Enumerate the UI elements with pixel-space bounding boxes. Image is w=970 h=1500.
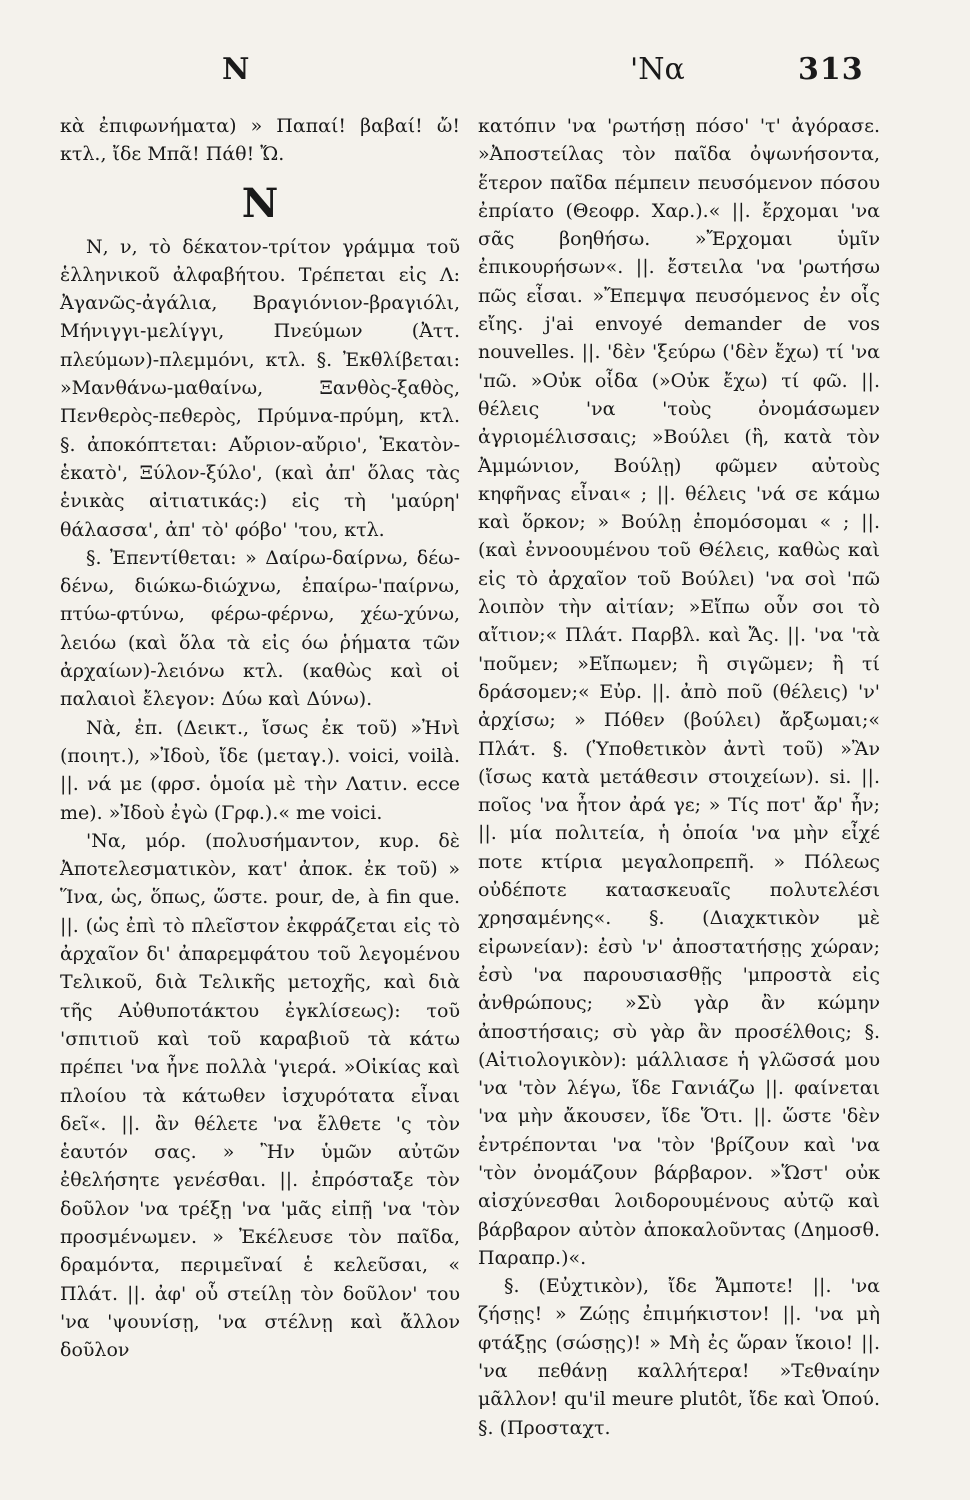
running-head-word: 'Να: [630, 52, 685, 87]
continued-entry: κὰ ἐπιφωνήματα) » Παπαί! βαβαί! ὤ! κτλ., ἴδε Μπᾶ! Πάθ! Ὤ.: [60, 115, 460, 166]
running-head-letter: N: [222, 52, 250, 87]
entry-paragraph: 'Να, μόρ. (πολυσήμαντον, κυρ. δὲ Ἀποτελεσματικὸν, κατ' ἀποκ. ἐκ τοῦ) » Ἵνα, ὡς, ὅπως, ὥστε. pour, de, à fin que. ||. (ὡς ἐπὶ τὸ πλεῖστον ἐκφράζεται εἰς τὸ ἀρχαῖον δι' ἀπαρεμφάτου τοῦ λεγομένου Τελικοῦ, διὰ Τελικῆς μετοχῆς, καὶ διὰ τῆς Αὐθυποτάκτου ἐγκλίσεως): τοῦ 'σπιτιοῦ καὶ τοῦ καραβιοῦ τὰ κάτω πρέπει 'να ἦνε πολλὰ 'γιερά. »Οἰκίας καὶ πλοίου τὰ κάτωθεν ἰσχυρότατα εἶναι δεῖ«. ||. ἂν θέλετε 'να ἔλθετε 'ς τὸν ἑαυτόν σας. » Ἢν ὑμῶν αὐτῶν ἐθελήσητε γενέσθαι. ||. ἐπρόσταξε τὸν δοῦλον 'να τρέξῃ 'να 'μᾶς εἰπῇ 'να 'τὸν προσμένωμεν. » Ἐκέλευσε τὸν παῖδα, δραμόντα, περιμεῖναί ἑ κελεῦσαι, « Πλάτ. ||. ἀφ' οὗ στείλῃ τὸν δοῦλον' του 'να 'ψουνίσῃ, 'να στέλνῃ καὶ ἄλλον δοῦλον: [60, 829, 460, 1362]
right-column: [478, 112, 880, 1442]
entry-paragraph: §. Ἐπεντίθεται: » Δαίρω-δαίρνω, δέω-δένω, διώκω-διώχνω, ἐπαίρω-'παίρνω, πτύω-φτύνω, φέρω-φέρνω, χέω-χύνω, λειόω (καὶ ὅλα τὰ εἰς όω ῥήματα τῶν ἀρχαίων)-λειόνω κτλ. (καθὼς καὶ οἱ παλαιοὶ ἔλεγον: Δύω καὶ Δύνω).: [60, 546, 460, 711]
entry-paragraph: §. (Εὐχτικὸν), ἴδε Ἄμποτε! ||. 'να ζήσῃς! » Ζώῃς ἐπιμήκιστον! ||. 'να μὴ φτάξῃς (σώσῃς)! » Μὴ ἐς ὥραν ἵκοιο! ||. 'να πεθάνῃ καλλήτερα! »Τεθναίην μᾶλλον! qu'il meure plutôt, ἴδε καὶ Ὁπού. §. (Προσταχτ.: [478, 1275, 880, 1439]
entry-paragraph: κατόπιν 'να 'ρωτήσῃ πόσο' 'τ' ἀγόρασε. »Ἀποστείλας τὸν παῖδα ὀψωνήσοντα, ἕτερον παῖδα πέμπειν πευσόμενον πόσου ἐπρίατο (Θεοφρ. Χαρ.).« ||. ἔρχομαι 'να σᾶς βοηθήσω. »Ἔρχομαι ὑμῖν ἐπικουρήσων«. ||. ἔστειλα 'να 'ρωτήσω πῶς εἶσαι. »Ἔπεμψα πευσόμενος ἐν οἷς εἴης. j'ai envoyé demander de vos nouvelles. ||. 'δὲν 'ξεύρω ('δὲν ἔχω) τί 'να 'πῶ. »Οὐκ οἶδα (»Οὐκ ἔχω) τί φῶ. ||. θέλεις 'να 'τοὺς ὀνομάσωμεν ἀγριομέλισσαις; »Βούλει (ἢ, κατὰ τὸν Ἀμμώνιον, Βούλῃ) φῶμεν αὐτοὺς κηφῆνας εἶναι« ; ||. θέλεις 'νά σε κάμω καὶ ὅρκον; » Βούλῃ ἐπομόσομαι « ; ||. (καὶ ἐννοουμένου τοῦ Θέλεις, καθὼς καὶ εἰς τὸ ἀρχαῖον τοῦ Βούλει) 'να σοὶ 'πῶ λοιπὸν τὴν αἰτίαν; »Εἴπω οὖν σοι τὸ αἴτιον;« Πλάτ. Παρβλ. καὶ Ἄς. ||. 'να 'τὰ 'πoῦμεν; »Εἴπωμεν; ἢ σιγῶμεν; ἢ τί δράσομεν;« Εὐρ. ||. ἀπὸ ποῦ (θέλεις) 'ν' ἀρχίσω; » Πόθεν (βούλει) ἄρξωμαι;« Πλάτ. §. (Ὑποθετικὸν ἀντὶ τοῦ) »Ἂν (ἴσως κατὰ μετάθεσιν στοιχείων). si. ||. ποῖος 'να ἦτον ἀρά γε; » Τίς ποτ' ἄρ' ἦν; ||. μία πολιτεία, ἡ ὁποία 'να μὴν εἶχέ ποτε κτίρια μεγαλοπρεπῆ. » Πόλεως οὐδέποτε κατασκευαῖς πολυτελέσι χρησαμένης«. §. (Διαχκτικὸν μὲ εἰρωνείαν): ἐσὺ 'ν' ἀποστατήσῃς χώραν; ἐσὺ 'να παρουσιασθῇς 'μπροστὰ εἰς ἀνθρώπους; »Σὺ γὰρ ἂν κώμην ἀποστήσαις; σὺ γὰρ ἂν προσέλθοις; §. (Αἰτιολογικὸν): μάλλιασε ἡ γλῶσσά μου 'να 'τὸν λέγω, ἴδε Γανιάζω ||. φαίνεται 'να μὴν ἄκουσεν, ἴδε Ὅτι. ||. ὥστε 'δὲν ἐντρέπονται 'να 'τὸν 'βρίζουν καὶ 'να 'τὸν ὀνομάζουν βάρβαρον. »Ὥστ' οὐκ αἰσχύνεσθαι λοιδορουμένους αὐτῷ καὶ βάρβαρον αὐτὸν ἀποκαλοῦντας (Δημοσθ. Παραπρ.)«.: [478, 115, 880, 1269]
left-column: [60, 112, 460, 1364]
page-number: 313: [798, 52, 864, 87]
page-header: [0, 52, 970, 98]
entry-paragraph: Ν, ν, τὸ δέκατον-τρίτον γράμμα τοῦ ἑλληνικοῦ ἀλφαβήτου. Τρέπεται εἰς Λ: Ἀγανῶς-ἀγάλια, Βραγιόνιον-βραγιόλι, Μήνιγγι-μελίγγι, Πνεύμων (Ἀττ. πλεύμων)-πλεμμόνι, κτλ. §. Ἐκθλίβεται: »Μανθάνω-μαθαίνω, Ξανθὸς-ξαθὸς, Πενθερὸς-πεθερὸς, Πρύμνα-πρύμη, κτλ. §. ἀποκόπτεται: Αὔριον-αὔριο', Ἑκατὸν-ἑκατὸ', Ξύλον-ξύλο', (καὶ ἀπ' ὅλας τὰς ἑνικὰς αἰτιατικάς:) εἰς τὴ 'μαύρη' θάλασσα', ἀπ' τὸ' φόβο' 'του, κτλ.: [60, 235, 460, 541]
entry-paragraph: Νὰ, ἐπ. (Δεικτ., ἴσως ἐκ τοῦ) »Ἠνὶ (ποιητ.), »Ἰδοὺ, ἴδε (μεταγ.). voici, voilà. ||. νά με (φρσ. ὁμοία μὲ τὴν Λατιν. ecce me). »Ἰδοὺ ἐγὼ (Γρφ.).« me voici.: [60, 716, 460, 824]
section-letter-heading: N: [241, 179, 279, 227]
